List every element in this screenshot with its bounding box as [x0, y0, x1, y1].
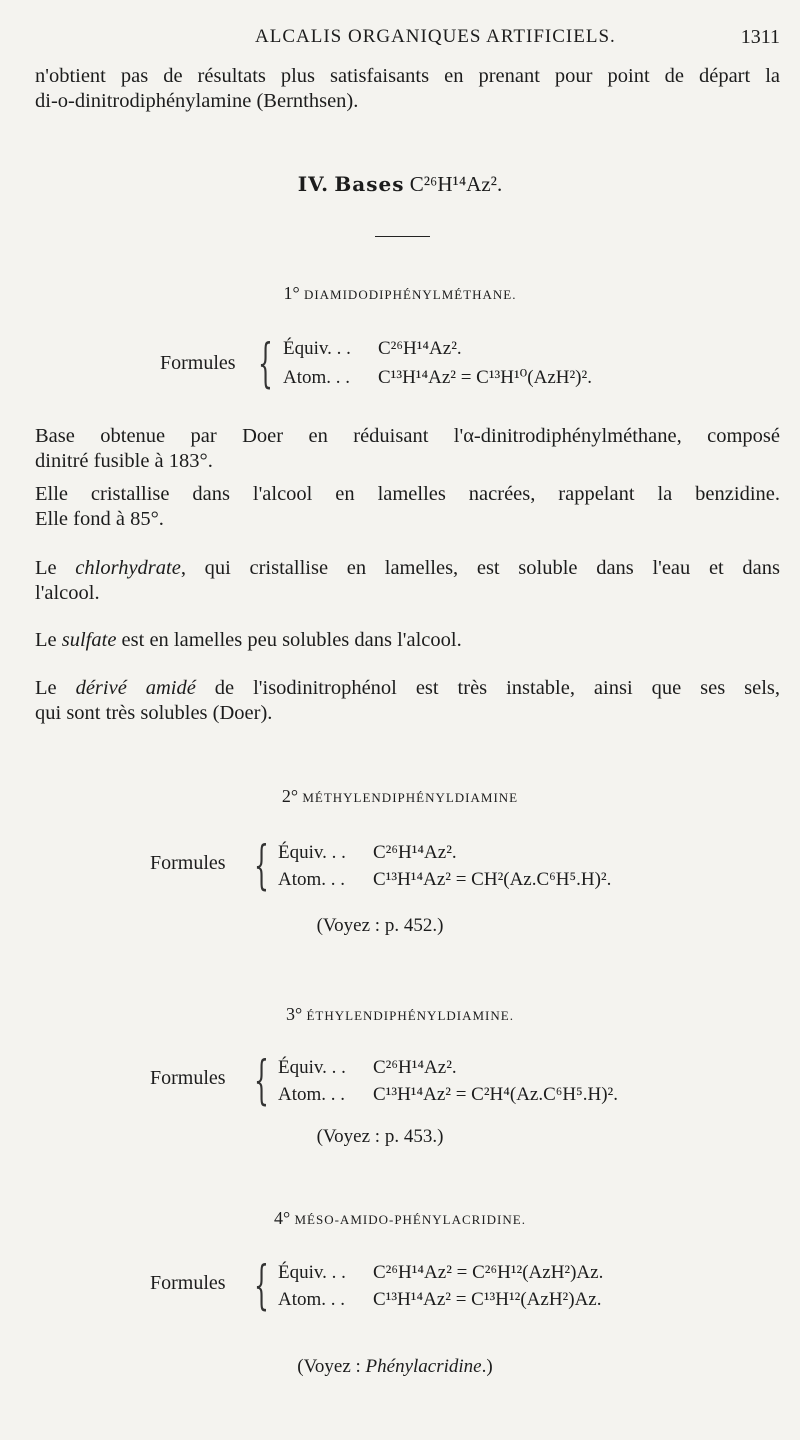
subsection-name: MÉTHYLENDIPHÉNYLDIAMINE — [302, 790, 519, 805]
text-line: l'alcool. — [35, 582, 100, 604]
equiv-label: Équiv. . . — [278, 1262, 346, 1283]
equiv-label: Équiv. . . — [278, 842, 346, 863]
paragraph — [35, 628, 780, 653]
paragraph — [35, 424, 780, 474]
atom-label: Atom. . . — [278, 1289, 346, 1310]
brace-icon: { — [254, 1256, 269, 1316]
atom-value: C¹³H¹⁴Az² = C²H⁴(Az.C⁶H⁵.H)². — [373, 1084, 619, 1105]
intro-paragraph — [35, 64, 780, 114]
subsection-name: DIAMIDODIPHÉNYLMÉTHANE. — [303, 287, 517, 302]
text-run: de l'isodinitrophénol est très instable, ainsi que ses sels, — [195, 677, 781, 699]
formulas-label: Formules — [150, 1272, 226, 1294]
formula-row-equiv — [278, 842, 457, 864]
brace-icon: { — [254, 1051, 269, 1111]
brace-icon: { — [254, 836, 269, 896]
emphasis: chlorhydrate — [75, 557, 181, 579]
emphasis: sulfate — [61, 629, 117, 651]
subsection-name: MÉSO-AMIDO-PHÉNYLACRIDINE. — [294, 1212, 526, 1227]
equiv-label: Équiv. . . — [283, 338, 351, 359]
paragraph — [35, 482, 780, 532]
equiv-value: C²⁶H¹⁴Az² = C²⁶H¹²(AzH²)Az. — [373, 1262, 604, 1283]
paragraph — [35, 556, 780, 606]
text-line: n'obtient pas de résultats plus satisfaisants en prenant pour point de départ la — [35, 65, 780, 87]
text-line: Elle fond à 85°. — [35, 508, 164, 530]
equiv-label: Équiv. . . — [278, 1057, 346, 1078]
text-line — [35, 556, 780, 581]
equiv-value: C²⁶H¹⁴Az². — [373, 842, 457, 863]
atom-label: Atom. . . — [278, 869, 346, 890]
equiv-value: C²⁶H¹⁴Az². — [373, 1057, 457, 1078]
text-line: Base obtenue par Doer en réduisant l'α-dinitrodiphénylméthane, composé — [35, 425, 780, 447]
formula-block-1 — [0, 334, 800, 398]
atom-label: Atom. . . — [283, 367, 351, 388]
section-word: Bases — [334, 172, 405, 196]
subsection-number: 4° — [274, 1208, 291, 1228]
subsection-name: ÉTHYLENDIPHÉNYLDIAMINE. — [306, 1008, 514, 1023]
running-header — [0, 26, 800, 50]
paragraph — [35, 676, 780, 726]
text-line — [35, 628, 780, 653]
subsection-number: 1° — [283, 283, 300, 303]
formula-row-atom — [278, 869, 611, 891]
text-run: , qui cristallise en lamelles, est soluble dans l'eau et dans — [180, 557, 780, 579]
formulas-label: Formules — [150, 852, 226, 874]
subsection-title-4 — [0, 1208, 800, 1229]
subsection-number: 3° — [286, 1004, 303, 1024]
text-run: Le — [35, 677, 76, 699]
cross-reference: (Voyez : p. 452.) — [316, 915, 444, 936]
text-line: Elle cristallise dans l'alcool en lamelles nacrées, rappelant la benzidine. — [35, 483, 780, 505]
formula-row-equiv — [283, 338, 462, 360]
formulas-label: Formules — [150, 1067, 226, 1089]
formula-block-4 — [0, 1256, 800, 1322]
cross-reference: (Voyez : p. 453.) — [316, 1126, 444, 1147]
cross-reference — [0, 1356, 795, 1378]
text-run: Le — [35, 557, 76, 579]
text-run: (Voyez : — [297, 1356, 366, 1377]
section-number: IV. — [297, 172, 330, 196]
formula-row-equiv — [278, 1057, 457, 1079]
text-run: .) — [481, 1356, 493, 1377]
section-heading — [0, 172, 800, 197]
atom-label: Atom. . . — [278, 1084, 346, 1105]
text-line: di-o-dinitrodiphénylamine (Bernthsen). — [35, 90, 359, 112]
atom-value: C¹³H¹⁴Az² = C¹³H¹⁰(AzH²)². — [378, 367, 592, 388]
text-line: dinitré fusible à 183°. — [35, 450, 213, 472]
text-line: qui sont très solubles (Doer). — [35, 702, 273, 724]
running-title: ALCALIS ORGANIQUES ARTIFICIELS. — [255, 26, 616, 47]
emphasis: Phénylacridine — [365, 1356, 482, 1377]
text-run: est en lamelles peu solubles dans l'alcool. — [116, 629, 462, 651]
subsection-title-3 — [0, 1004, 800, 1025]
formula-row-equiv — [278, 1262, 603, 1284]
subsection-title-1 — [0, 283, 800, 304]
equiv-value: C²⁶H¹⁴Az². — [378, 338, 462, 359]
text-line — [35, 676, 780, 701]
atom-value: C¹³H¹⁴Az² = C¹³H¹²(AzH²)Az. — [373, 1289, 602, 1310]
emphasis: dérivé amidé — [75, 677, 196, 699]
formula-row-atom — [278, 1084, 618, 1106]
section-formula: C²⁶H¹⁴Az². — [409, 172, 503, 196]
page-number: 1311 — [740, 26, 780, 48]
formulas-label: Formules — [160, 352, 236, 374]
subsection-title-2 — [0, 786, 800, 807]
brace-icon: { — [258, 334, 273, 394]
formula-row-atom — [278, 1289, 601, 1311]
atom-value: C¹³H¹⁴Az² = CH²(Az.C⁶H⁵.H)². — [373, 869, 612, 890]
formula-block-3 — [0, 1051, 800, 1117]
section-divider — [375, 236, 430, 237]
formula-block-2 — [0, 836, 800, 902]
formula-row-atom — [283, 366, 592, 389]
text-run: Le — [35, 629, 62, 651]
subsection-number: 2° — [281, 786, 299, 806]
